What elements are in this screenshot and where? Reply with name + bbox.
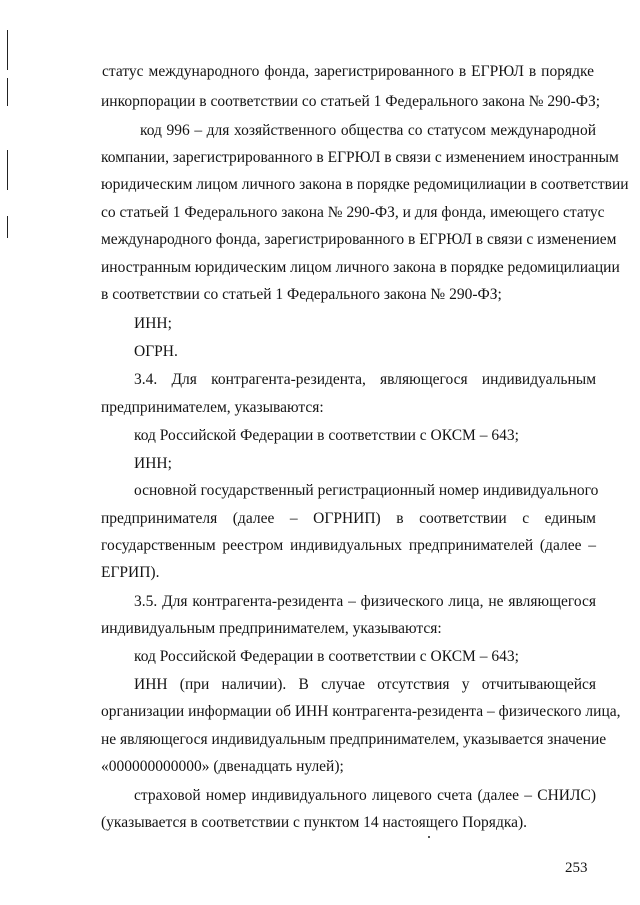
text-line: ОГРН. <box>134 343 178 360</box>
text-line: ИНН; <box>134 315 172 332</box>
text-line: со статьей 1 Федерального закона № 290-ФЗ, и для фонда, имеющего статус <box>101 204 605 221</box>
text-line: государственным реестром индивидуальных предпринимателей (далее – <box>101 537 596 554</box>
text-line: инкорпорации в соответствии со статьей 1 Федерального закона № 290-ФЗ; <box>101 93 601 110</box>
scan-speck <box>428 836 430 838</box>
text-line: международного фонда, зарегистрированного в ЕГРЮЛ в связи с изменением <box>101 231 617 248</box>
text-line: иностранным юридическим лицом личного закона в порядке редомицилиации <box>101 259 620 276</box>
text-line: «000000000000» (двенадцать нулей); <box>101 758 344 775</box>
scan-edge-mark <box>7 216 8 238</box>
text-line: юридическим лицом личного закона в порядке редомицилиации в соответствии <box>101 176 629 193</box>
text-line: страховой номер индивидуального лицевого счета (далее – СНИЛС) <box>134 787 596 804</box>
text-line: ИНН (при наличии). В случае отсутствия у отчитывающейся <box>134 676 596 693</box>
text-line: основной государственный регистрационный номер индивидуального <box>134 482 599 499</box>
page-number: 253 <box>565 860 588 876</box>
text-line: не являющегося индивидуальным предпринимателем, указывается значение <box>101 731 607 748</box>
text-line: в соответствии со статьей 1 Федерального закона № 290-ФЗ; <box>101 286 502 303</box>
text-line: код Российской Федерации в соответствии с ОКСМ – 643; <box>134 648 519 665</box>
text-line: предпринимателя (далее – ОГРНИП) в соответствии с единым <box>101 510 596 527</box>
text-line: ЕГРИП). <box>101 564 160 581</box>
scan-edge-mark <box>7 150 8 190</box>
section-heading-3-4: 3.4. Для контрагента-резидента, являющегося индивидуальным <box>134 371 596 388</box>
scan-edge-mark <box>7 30 8 70</box>
scan-edge-mark <box>7 78 8 106</box>
text-line: индивидуальным предпринимателем, указываются: <box>101 620 442 637</box>
section-heading-3-5: 3.5. Для контрагента-резидента – физического лица, не являющегося <box>134 593 596 610</box>
text-line: ИНН; <box>134 455 172 472</box>
text-line: предпринимателем, указываются: <box>101 399 324 416</box>
text-line: код Российской Федерации в соответствии с ОКСМ – 643; <box>134 427 519 444</box>
text-line: (указывается в соответствии с пунктом 14 настоящего Порядка). <box>101 814 528 831</box>
text-line: статус международного фонда, зарегистрированного в ЕГРЮЛ в порядке <box>102 63 594 80</box>
text-line: организации информации об ИНН контрагента-резидента – физического лица, <box>101 703 621 720</box>
text-line: код 996 – для хозяйственного общества со статусом международной <box>140 122 596 139</box>
text-line: компании, зарегистрированного в ЕГРЮЛ в связи с изменением иностранным <box>101 149 619 166</box>
